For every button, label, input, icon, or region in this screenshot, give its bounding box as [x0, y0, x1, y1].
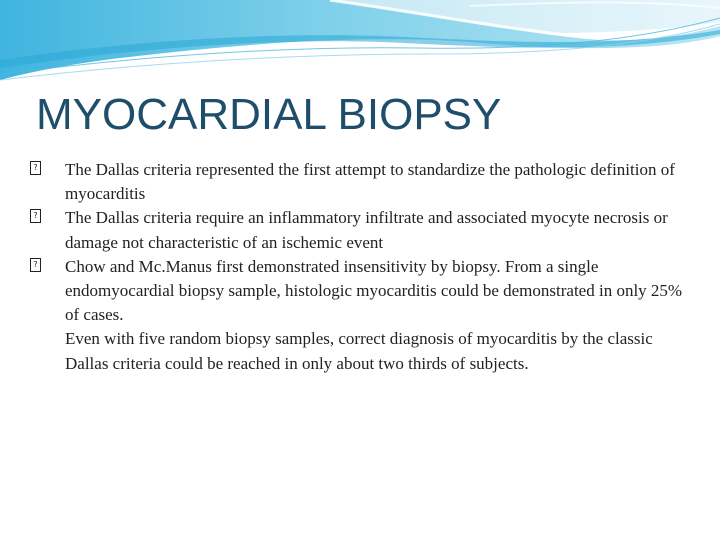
missing-glyph-icon: ?: [30, 209, 41, 223]
bullet-item-2: [30, 206, 690, 254]
bullet-continuation-text: Even with five random biopsy samples, correct diagnosis of myocarditis by the classic Dallas criteria could be reached in only about two thirds of subjects.: [65, 329, 653, 373]
bullet-text: The Dallas criteria represented the first attempt to standardize the pathologic definition of myocarditis: [65, 160, 675, 204]
slide-body: [30, 158, 690, 376]
bullet-text: Chow and Mc.Manus first demonstrated insensitivity by biopsy. From a single endomyocardial biopsy sample, histologic myocarditis could be demonstrated in only 25% of cases.: [65, 256, 683, 325]
missing-glyph-icon: ?: [30, 258, 41, 272]
slide-title: MYOCARDIAL BIOPSY: [36, 90, 502, 139]
missing-glyph-icon: ?: [30, 161, 41, 175]
bullet-item-3: [30, 255, 690, 328]
bullet-item-1: [30, 158, 690, 206]
bullet-text: The Dallas criteria require an inflammatory infiltrate and associated myocyte necrosis or damage not characteristic of an ischemic event: [65, 208, 668, 252]
header-wave-decoration: [0, 0, 720, 90]
